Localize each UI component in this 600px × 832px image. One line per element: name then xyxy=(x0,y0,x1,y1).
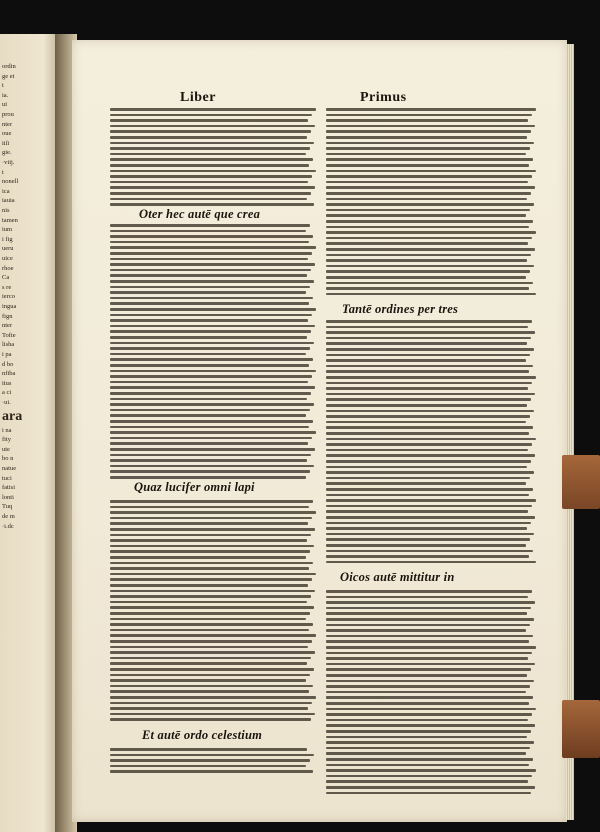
text-line xyxy=(326,466,527,469)
text-line xyxy=(326,691,526,694)
text-line xyxy=(326,516,535,519)
text-line xyxy=(326,393,535,396)
left-page-fragment: ueru xyxy=(2,245,14,253)
left-page-fragment: i na xyxy=(2,426,12,434)
text-line xyxy=(110,392,311,395)
text-line xyxy=(326,741,534,744)
text-line xyxy=(326,426,533,429)
text-line xyxy=(110,685,313,688)
text-line xyxy=(326,259,527,262)
text-line xyxy=(326,443,532,446)
text-line xyxy=(326,460,531,463)
text-line xyxy=(110,476,306,479)
text-line xyxy=(110,679,306,682)
text-line xyxy=(110,230,306,233)
text-line xyxy=(110,325,315,328)
text-line xyxy=(110,274,307,277)
text-line xyxy=(326,533,534,536)
right-column-running-header: Primus xyxy=(360,90,407,105)
left-page-fragment: fign xyxy=(2,312,13,320)
text-line xyxy=(110,459,307,462)
text-line xyxy=(110,567,309,570)
left-page-fragment: ia. xyxy=(2,91,9,99)
text-line xyxy=(326,242,528,245)
text-line xyxy=(326,237,532,240)
text-line xyxy=(326,736,527,739)
text-line xyxy=(326,640,529,643)
text-line xyxy=(326,646,536,649)
text-line xyxy=(110,119,308,122)
text-line xyxy=(326,555,529,558)
text-line xyxy=(326,226,529,229)
text-line xyxy=(326,198,527,201)
text-line xyxy=(110,595,311,598)
text-line xyxy=(326,114,532,117)
text-line xyxy=(326,282,533,285)
text-line xyxy=(326,376,536,379)
left-page-fragment: lonti xyxy=(2,493,14,501)
left-page-fragment: iiſi xyxy=(2,139,10,147)
section-heading-left-2: Quaz lucifer omni lapi xyxy=(134,480,255,494)
text-line xyxy=(326,287,529,290)
text-line xyxy=(110,765,306,768)
text-line xyxy=(110,528,315,531)
text-line xyxy=(326,596,528,599)
text-line xyxy=(326,702,529,705)
text-line xyxy=(110,612,310,615)
text-line xyxy=(326,142,534,145)
left-page-fragment: i fig xyxy=(2,235,13,243)
left-page-fragment: oue xyxy=(2,130,12,138)
left-page-fragment: ara xyxy=(2,408,23,424)
text-line xyxy=(326,209,530,212)
text-line xyxy=(326,370,529,373)
text-line xyxy=(110,170,316,173)
left-page-fragment: nter xyxy=(2,120,13,128)
left-page-fragment: tamen xyxy=(2,216,18,224)
text-line xyxy=(110,674,310,677)
left-page-fragment: d bo xyxy=(2,360,14,368)
text-line xyxy=(110,454,311,457)
text-line xyxy=(326,331,535,334)
text-line xyxy=(326,538,530,541)
text-line xyxy=(326,561,536,564)
text-line xyxy=(326,786,535,789)
section-heading-left-3: Et autē ordo celestium xyxy=(142,728,263,742)
text-line xyxy=(110,235,313,238)
left-page-fragment: lisha xyxy=(2,341,15,349)
text-line xyxy=(326,471,534,474)
text-line xyxy=(326,792,531,795)
text-line xyxy=(326,752,526,755)
left-page-fragment: rhoe xyxy=(2,264,14,272)
text-line xyxy=(326,624,530,627)
right-text-column xyxy=(326,108,538,808)
text-line xyxy=(110,108,316,111)
text-line xyxy=(326,488,533,491)
text-line xyxy=(326,730,531,733)
left-page-fragment: de m xyxy=(2,513,15,520)
text-line xyxy=(110,364,309,367)
text-line xyxy=(110,448,315,451)
left-page-fragment: ium xyxy=(2,226,13,234)
text-line xyxy=(110,640,312,643)
text-line xyxy=(110,511,316,514)
text-line xyxy=(326,601,535,604)
text-line xyxy=(110,241,309,244)
text-line xyxy=(326,170,536,173)
text-line xyxy=(326,248,535,251)
text-line xyxy=(326,477,530,480)
text-line xyxy=(326,421,526,424)
text-line xyxy=(326,365,533,368)
left-page-fragment: nfiba xyxy=(2,370,16,378)
text-line xyxy=(326,342,527,345)
text-line xyxy=(326,348,534,351)
text-line xyxy=(326,629,526,632)
text-line xyxy=(110,342,314,345)
text-line xyxy=(110,409,310,412)
left-page-fragment: s re xyxy=(2,283,12,291)
left-page-fragment: uice xyxy=(2,255,13,262)
text-line xyxy=(110,618,306,621)
text-line xyxy=(110,358,313,361)
text-line xyxy=(326,326,528,329)
text-line xyxy=(326,186,535,189)
left-column-running-header: Liber xyxy=(180,90,216,105)
text-line xyxy=(326,432,529,435)
text-line xyxy=(110,500,313,503)
left-page-fragment: t xyxy=(2,168,4,176)
left-page-fragment: ordin xyxy=(2,63,16,70)
text-line xyxy=(110,470,310,473)
text-line xyxy=(110,164,309,167)
text-line xyxy=(326,764,529,767)
text-line xyxy=(110,668,314,671)
text-line xyxy=(110,759,310,762)
text-line xyxy=(110,269,311,272)
text-line xyxy=(326,293,536,296)
text-line xyxy=(110,414,306,417)
text-line xyxy=(110,175,312,178)
text-line xyxy=(326,544,526,547)
text-line xyxy=(110,657,311,660)
section-heading-right-1: Tantē ordines per tres xyxy=(342,302,459,316)
left-page-fragment: ica xyxy=(2,187,10,195)
text-line xyxy=(326,130,531,133)
text-line xyxy=(326,175,532,178)
text-line xyxy=(326,696,533,699)
text-line xyxy=(326,181,528,184)
text-line xyxy=(326,657,528,660)
text-line xyxy=(110,286,310,289)
text-line xyxy=(110,634,316,637)
text-line xyxy=(326,415,530,418)
text-line xyxy=(110,539,307,542)
text-line xyxy=(326,254,531,257)
text-line xyxy=(110,522,308,525)
text-line xyxy=(110,550,310,553)
left-page-fragment: ingua xyxy=(2,303,17,310)
left-page-fragment: tuci xyxy=(2,474,12,482)
text-line xyxy=(110,147,310,150)
text-line xyxy=(326,550,533,553)
text-line xyxy=(110,297,313,300)
text-line xyxy=(326,724,535,727)
right-page xyxy=(72,40,567,822)
text-line xyxy=(326,449,528,452)
left-page-fragment: natue xyxy=(2,465,17,472)
text-line xyxy=(326,410,534,413)
text-line xyxy=(326,775,532,778)
text-line xyxy=(326,758,533,761)
left-page-edge xyxy=(0,34,62,832)
text-line xyxy=(326,136,527,139)
text-line xyxy=(110,465,314,468)
text-line xyxy=(326,668,531,671)
text-line xyxy=(326,618,534,621)
text-line xyxy=(326,147,530,150)
text-line xyxy=(326,265,534,268)
text-line xyxy=(110,186,315,189)
text-line xyxy=(326,680,534,683)
text-line xyxy=(110,754,314,757)
leather-clasp-top xyxy=(562,455,600,509)
text-line xyxy=(326,494,529,497)
left-page-text-fragments xyxy=(0,34,40,832)
text-line xyxy=(326,404,527,407)
text-line xyxy=(326,454,535,457)
left-page-fragment: ui xyxy=(2,101,8,109)
text-line xyxy=(110,623,313,626)
text-line xyxy=(110,386,315,389)
text-line xyxy=(110,590,315,593)
text-line xyxy=(110,690,309,693)
text-line xyxy=(110,353,306,356)
text-line xyxy=(326,713,532,716)
text-line xyxy=(326,652,532,655)
left-page-fragment: Ca xyxy=(2,274,10,282)
text-line xyxy=(110,263,315,266)
text-line xyxy=(110,629,309,632)
left-page-fragment: itus xyxy=(2,379,12,387)
text-line xyxy=(110,203,314,206)
left-page-fragment: nis xyxy=(2,207,10,214)
text-line xyxy=(326,635,533,638)
left-page-fragment: ·viij. xyxy=(2,159,15,166)
text-line xyxy=(110,319,308,322)
text-line xyxy=(110,517,312,520)
text-line xyxy=(110,426,309,429)
text-line xyxy=(110,375,312,378)
text-line xyxy=(110,192,311,195)
left-page-fragment: gie. xyxy=(2,149,12,157)
text-line xyxy=(326,337,531,340)
left-page-fragment: iauia xyxy=(2,197,15,205)
left-page-fragment: fity xyxy=(2,436,12,444)
text-line xyxy=(110,181,308,184)
text-line xyxy=(326,438,536,441)
text-line xyxy=(110,556,306,559)
left-page-fragment: ·ui. xyxy=(2,399,11,406)
text-line xyxy=(110,198,307,201)
text-line xyxy=(110,748,307,751)
text-line xyxy=(110,347,310,350)
text-line xyxy=(110,224,310,227)
text-line xyxy=(110,330,311,333)
left-page-fragment: nonell xyxy=(2,178,19,186)
left-page-fragment: ge et xyxy=(2,72,15,80)
text-line xyxy=(326,769,536,772)
left-page-fragment: a ci xyxy=(2,389,12,397)
text-line xyxy=(326,708,536,711)
text-line xyxy=(326,153,526,156)
text-line xyxy=(326,663,535,666)
text-line xyxy=(110,534,311,537)
text-line xyxy=(326,612,527,615)
text-line xyxy=(110,136,307,139)
text-line xyxy=(110,125,315,128)
text-line xyxy=(110,437,312,440)
left-page-fragment: ·i.dc xyxy=(2,522,14,530)
text-line xyxy=(110,770,313,773)
text-line xyxy=(326,192,531,195)
text-line xyxy=(326,231,536,234)
text-line xyxy=(326,276,526,279)
text-line xyxy=(326,482,526,485)
left-page-fragment: ute xyxy=(2,445,10,453)
leather-clasp-bottom xyxy=(562,700,600,758)
text-line xyxy=(326,382,532,385)
text-line xyxy=(326,590,532,593)
section-heading-left-1: Oter hec autē que crea xyxy=(139,207,261,221)
text-line xyxy=(110,291,306,294)
text-line xyxy=(110,246,316,249)
text-line xyxy=(326,158,533,161)
text-line xyxy=(110,308,316,311)
text-line xyxy=(326,164,529,167)
text-line xyxy=(326,510,528,513)
text-line xyxy=(326,747,530,750)
text-line xyxy=(110,578,312,581)
text-line xyxy=(326,108,536,111)
text-line xyxy=(110,562,313,565)
text-line xyxy=(110,370,316,373)
text-line xyxy=(110,584,308,587)
left-page-fragment: Tofte xyxy=(2,331,16,339)
text-line xyxy=(326,522,531,525)
text-line xyxy=(110,545,314,548)
text-line xyxy=(110,506,309,509)
text-line xyxy=(110,142,314,145)
text-line xyxy=(110,302,309,305)
text-line xyxy=(110,651,315,654)
left-page-fragment: fatisi xyxy=(2,484,15,492)
text-line xyxy=(110,713,315,716)
text-line xyxy=(110,696,316,699)
text-line xyxy=(326,685,530,688)
text-line xyxy=(110,398,307,401)
text-line xyxy=(326,125,535,128)
text-line xyxy=(326,398,531,401)
text-line xyxy=(110,442,308,445)
left-page-fragment: prou xyxy=(2,111,14,118)
text-line xyxy=(110,280,314,283)
text-line xyxy=(110,153,306,156)
text-line xyxy=(326,780,528,783)
text-line xyxy=(110,601,307,604)
text-line xyxy=(326,220,533,223)
text-line xyxy=(110,707,308,710)
text-line xyxy=(110,420,313,423)
left-page-fragment: i pa xyxy=(2,351,12,358)
section-heading-right-2: Oicos autē mittitur in xyxy=(340,570,455,584)
text-line xyxy=(110,252,312,255)
text-line xyxy=(326,359,526,362)
text-line xyxy=(326,203,534,206)
left-page-fragment: bo n xyxy=(2,455,14,463)
text-line xyxy=(326,214,526,217)
text-line xyxy=(110,431,316,434)
text-line xyxy=(110,606,314,609)
left-page-fragment: t xyxy=(2,82,4,90)
text-line xyxy=(326,719,528,722)
text-line xyxy=(326,505,532,508)
text-line xyxy=(326,270,530,273)
text-line xyxy=(110,646,308,649)
text-line xyxy=(110,403,314,406)
text-line xyxy=(110,336,307,339)
text-line xyxy=(110,130,311,133)
text-line xyxy=(110,114,312,117)
text-line xyxy=(110,381,308,384)
left-page-fragment: nter xyxy=(2,322,13,330)
text-line xyxy=(326,607,531,610)
text-line xyxy=(110,718,311,721)
text-line xyxy=(110,158,313,161)
left-page-fragment: Tuq xyxy=(2,503,13,511)
text-line xyxy=(326,320,532,323)
text-line xyxy=(110,662,307,665)
text-line xyxy=(110,314,312,317)
text-line xyxy=(110,702,312,705)
left-page-fragment: ierco xyxy=(2,293,15,301)
text-line xyxy=(110,258,308,261)
text-line xyxy=(110,573,316,576)
text-line xyxy=(326,499,536,502)
text-line xyxy=(326,119,528,122)
text-line xyxy=(326,387,528,390)
text-line xyxy=(326,354,530,357)
text-line xyxy=(326,527,527,530)
text-line xyxy=(326,674,527,677)
